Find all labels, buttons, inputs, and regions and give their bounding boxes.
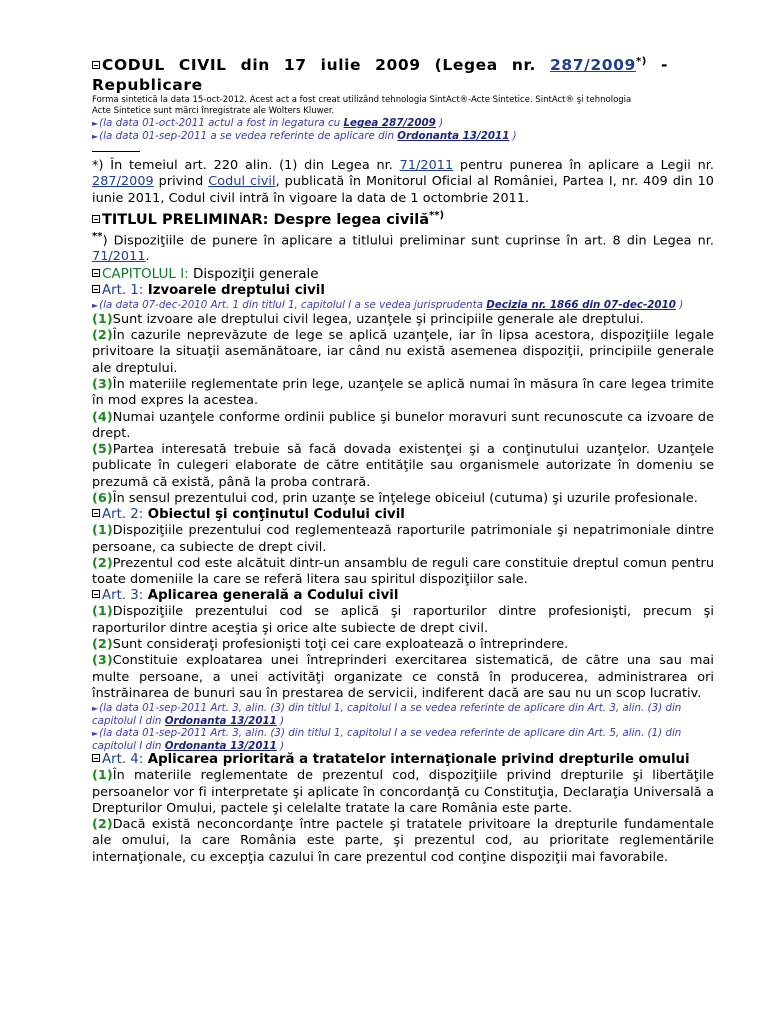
note-text: (la data 01-sep-2011 Art. 3, alin. (3) din titlul 1, capitolul I a se vedea referinte de aplicare din Art. 5, alin. (1) din capitolul I din	[92, 727, 682, 753]
paragraph	[92, 442, 714, 491]
note-link[interactable]: Decizia nr. 1866 din 07-dec-2010	[486, 298, 676, 311]
paragraph-text: În materiile reglementate prin lege, uzanţele se aplică numai în măsura în care legea trimite în mod expres la acestea.	[92, 376, 714, 409]
footnote-text: pentru punerea în aplicare a Legii nr.	[453, 158, 715, 174]
note-link[interactable]: Ordonanta 13/2011	[164, 740, 277, 753]
title-prefix: CODUL CIVIL din 17 iulie 2009 (Legea nr.	[102, 56, 536, 75]
paragraph	[92, 604, 714, 637]
article-label[interactable]: Art. 4:	[102, 752, 144, 768]
title-footnote-mark: *)	[635, 56, 647, 67]
paragraph-number: (2)	[92, 328, 113, 344]
paragraph-number: (2)	[92, 817, 113, 833]
footnote-text: *) În temeiul art. 220 alin. (1) din Legea nr.	[92, 158, 400, 174]
paragraph-text: În sensul prezentului cod, prin uzanţe se înţelege obiceiul (cutuma) şi uzurile profesionale.	[112, 491, 698, 506]
paragraph-number: (1)	[92, 523, 113, 539]
paragraph-text: Dispoziţiile prezentului cod se aplică şi raporturilor dintre profesionişti, precum şi raporturilor dintre aceştia şi orice alte subiecte de drept civil.	[92, 604, 714, 636]
collapse-toggle-icon[interactable]	[92, 61, 100, 69]
paragraph-number: (1)	[92, 604, 113, 620]
paragraph-text: În materiile reglementate de prezentul cod, dispoziţiile privind drepturile şi libertăţile persoanelor vor fi interpretate şi aplicate în concordanţă cu Constituţia, Declaraţia Universală a Drepturilor Omului, pactele şi celelalte tratate la care România este parte.	[92, 768, 714, 816]
note-text: (la data 01-oct-2011 actul a fost in legatura cu	[99, 117, 344, 130]
paragraph-number: (5)	[92, 442, 113, 458]
article-title: Obiectul şi conţinutul Codului civil	[143, 507, 405, 523]
paragraph	[92, 817, 714, 866]
paragraph-text: Constituie exploatarea unei întreprinderi exercitarea sistematică, de către una sau mai multe persoane, a unei activităţi organizate ce constă în producerea, administrarea ori înstrăinarea de bunuri sau în prestarea de servicii, indiferent dacă are sau nu un scop lucrativ.	[92, 653, 714, 701]
paragraph-number: (3)	[92, 653, 113, 669]
collapse-toggle-icon[interactable]	[92, 285, 100, 293]
paragraph-text: Dispoziţiile prezentului cod reglementează raporturile patrimoniale şi nepatrimoniale dintre persoane, ca subiecte de drept civil.	[92, 523, 714, 555]
expand-arrow-icon[interactable]: ►	[92, 119, 99, 129]
reference-note	[92, 702, 714, 727]
capitol-heading	[92, 266, 714, 283]
note-end: )	[509, 130, 517, 143]
title-line2: Republicare	[92, 76, 203, 95]
article-label[interactable]: Art. 1:	[102, 282, 144, 298]
expand-arrow-icon[interactable]: ►	[92, 704, 99, 714]
article-heading	[92, 507, 714, 523]
document-title	[92, 52, 714, 95]
reference-note	[92, 130, 714, 143]
paragraph-text: Partea interesată trebuie să facă dovada existenţei şi a conţinutului uzanţelor. Uzanţele publicate în culegeri elaborate de către entităţile sau organismele autorizate în domeniu se prezumă că există, până la proba contrară.	[92, 442, 714, 490]
titlul-label: TITLUL PRELIMINAR: Despre legea civilă	[102, 211, 429, 228]
capitol-label: CAPITOLUL I:	[102, 265, 189, 282]
titlul-footnote-mark: **)	[429, 210, 445, 222]
note-text: (la data 07-dec-2010 Art. 1 din titlul 1, capitolul I a se vedea jurisprudenta	[99, 298, 487, 311]
paragraph	[92, 312, 714, 328]
footnote-1	[92, 158, 714, 207]
footnote-text: ) Dispoziţiile de punere în aplicare a titlului preliminar sunt cuprinse în art. 8 din Legea nr.	[102, 233, 714, 249]
paragraph-text: În cazurile neprevăzute de lege se aplică uzanţele, iar în lipsa acestora, dispoziţiile legale privitoare la situaţii asemănătoare, iar când nu există asemenea dispoziţii, principiile generale ale dreptului.	[92, 328, 714, 376]
paragraph	[92, 556, 714, 589]
titlul-heading	[92, 207, 714, 229]
reference-note	[92, 299, 714, 312]
paragraph	[92, 491, 714, 507]
forma-line-2: Acte Sintetice sunt mărci înregistrate ale Wolters Kluwer.	[92, 106, 335, 117]
footnote-divider	[92, 145, 140, 152]
note-end: )	[276, 740, 285, 753]
note-link[interactable]: Legea 287/2009	[343, 117, 436, 130]
footnote-mark: **	[92, 230, 103, 242]
article-label[interactable]: Art. 2:	[102, 507, 144, 523]
footnote-link[interactable]: Codul civil	[208, 174, 276, 190]
note-text: (la data 01-sep-2011 a se vedea referinte de aplicare din	[99, 130, 398, 143]
reference-note	[92, 117, 714, 130]
paragraph-number: (3)	[92, 376, 113, 392]
paragraph	[92, 410, 714, 443]
expand-arrow-icon[interactable]: ►	[92, 729, 99, 739]
title-law-link[interactable]: 287/2009	[549, 56, 636, 75]
article-label[interactable]: Art. 3:	[102, 588, 144, 604]
footnote-link[interactable]: 287/2009	[92, 174, 154, 190]
paragraph-text: Sunt izvoare ale dreptului civil legea, uzanţele şi principiile generale ale dreptului.	[112, 311, 644, 327]
paragraph-number: (2)	[92, 637, 113, 653]
paragraph	[92, 637, 714, 653]
collapse-toggle-icon[interactable]	[92, 590, 100, 598]
paragraph-text: Dacă există neconcordanţe între pactele şi tratatele privitoare la drepturile fundamentale ale omului, la care România este parte, şi prezentul cod, au prioritate reglementările internaţionale, cu excepţia cazului în care prezentul cod conţine dispoziţii mai favorabile.	[92, 817, 714, 865]
collapse-toggle-icon[interactable]	[92, 509, 100, 517]
article-title: Aplicarea prioritară a tratatelor internaţionale privind drepturile omului	[143, 752, 690, 768]
paragraph-number: (2)	[92, 555, 113, 571]
collapse-toggle-icon[interactable]	[92, 215, 100, 223]
footnote-text: privind	[153, 174, 209, 190]
paragraph-number: (6)	[92, 491, 113, 506]
paragraph-text: Sunt consideraţi profesionişti toţi cei care exploatează o întreprindere.	[112, 637, 569, 653]
title-suffix: -	[646, 56, 668, 75]
forma-line-1: Forma sintetică la data 15-oct-2012. Acest act a fost creat utilizând tehnologia SintAct®-Acte Sintetice. SintAct® şi tehnologia	[92, 95, 632, 106]
paragraph	[92, 523, 714, 556]
forma-sintetica-text	[92, 95, 714, 117]
footnote-text: , publicată în Monitorul Oficial al României, Partea I, nr. 409 din 10 iunie 2011, Codul civil intră în vigoare la data de 1 octombrie 2011.	[92, 174, 714, 206]
paragraph-number: (4)	[92, 409, 113, 425]
note-end: )	[435, 117, 444, 130]
paragraph-number: (1)	[92, 768, 113, 784]
expand-arrow-icon[interactable]: ►	[92, 132, 99, 142]
article-title: Izvoarele dreptului civil	[143, 282, 325, 298]
paragraph-number: (1)	[92, 311, 113, 327]
paragraph	[92, 768, 714, 817]
note-link[interactable]: Ordonanta 13/2011	[397, 130, 510, 143]
footnote-link[interactable]: 71/2011	[399, 158, 454, 174]
footnote-2	[92, 229, 714, 266]
capitol-title: Dispoziţii generale	[188, 265, 319, 282]
note-end: )	[276, 715, 285, 728]
paragraph	[92, 653, 714, 702]
footnote-link[interactable]: 71/2011	[92, 249, 146, 265]
note-link[interactable]: Ordonanta 13/2011	[164, 715, 277, 728]
note-end: )	[675, 298, 684, 311]
article-title: Aplicarea generală a Codului civil	[143, 588, 399, 604]
paragraph-text: Prezentul cod este alcătuit dintr-un ansamblu de reguli care constituie dreptul comun pentru toate domeniile la care se referă litera sau spiritul dispoziţiilor sale.	[92, 555, 714, 588]
expand-arrow-icon[interactable]: ►	[92, 300, 99, 310]
footnote-text: .	[145, 249, 150, 265]
paragraph	[92, 328, 714, 377]
note-text: (la data 01-sep-2011 Art. 3, alin. (3) din titlul 1, capitolul I a se vedea referinte de aplicare din Art. 3, alin. (3) din capitolul I din	[92, 702, 682, 728]
article-heading	[92, 283, 714, 299]
article-heading	[92, 588, 714, 604]
reference-note	[92, 727, 714, 752]
paragraph-text: Numai uzanţele conforme ordinii publice şi bunelor moravuri sunt recunoscute ca izvoare de drept.	[92, 409, 714, 441]
paragraph	[92, 377, 714, 410]
article-heading	[92, 752, 714, 768]
collapse-toggle-icon[interactable]	[92, 269, 100, 277]
collapse-toggle-icon[interactable]	[92, 754, 100, 762]
